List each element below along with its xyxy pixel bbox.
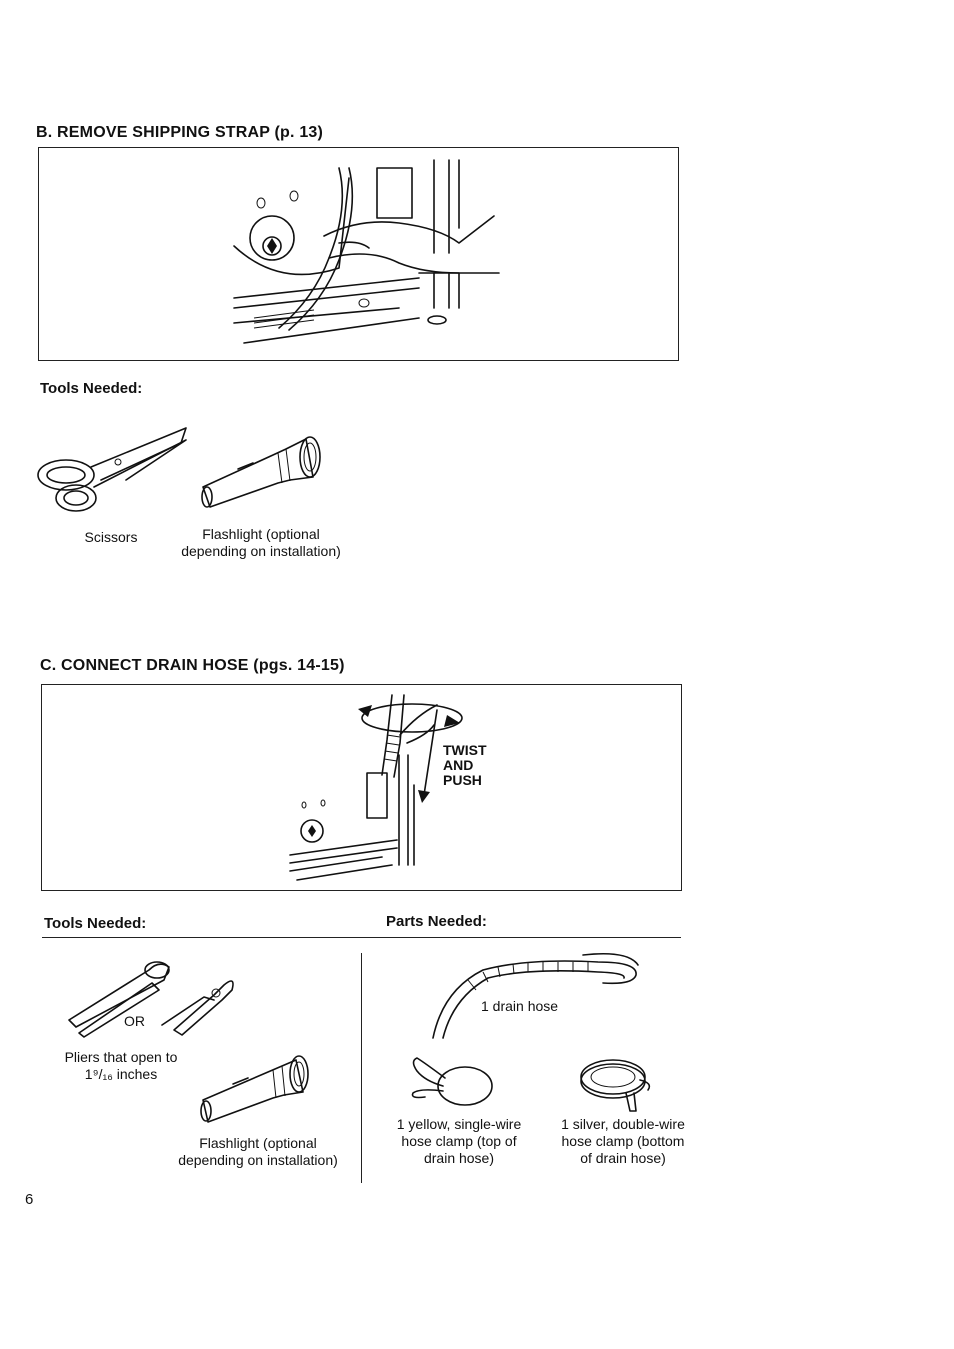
pliers-or-label: OR [124,1013,145,1029]
section-b-heading: B. REMOVE SHIPPING STRAP (p. 13) [36,124,324,141]
shipping-strap-illustration-frame [38,147,679,361]
double-wire-clamp-label: 1 silver, double-wire hose clamp (bottom of drain hose) [561,1116,685,1166]
section-c-tools-heading: Tools Needed: [44,915,147,932]
drain-hose-label: 1 drain hose [481,998,559,1014]
section-c-heading: C. CONNECT DRAIN HOSE (pgs. 14-15) [40,657,345,674]
single-wire-clamp-label: 1 yellow, single-wire hose clamp (top of drain hose) [396,1116,522,1166]
drain-hose-illustration-frame [41,684,682,891]
scissors-label: Scissors [84,529,138,545]
flashlight-icon-2 [198,1060,328,1135]
section-b-tools-heading: Tools Needed: [40,380,143,397]
drain-hose-illustration [42,685,681,890]
section-c-parts-heading: Parts Needed: [386,913,487,930]
pliers-label: Pliers that open to 1⁹/₁₆ inches [64,1049,178,1082]
twist-and-push-label: TWIST AND PUSH [443,742,487,788]
page-number: 6 [25,1191,34,1208]
single-wire-clamp-icon [405,1053,495,1108]
scissors-icon [36,425,196,520]
flashlight-label-2: Flashlight (optional depending on installation) [178,1135,338,1168]
double-wire-clamp-icon [578,1055,658,1115]
shipping-strap-illustration [39,148,678,360]
flashlight-icon-1 [198,435,328,510]
column-divider [361,953,362,1183]
twist-arrow-icon [358,705,372,717]
push-arrow-icon [418,790,430,803]
pliers-icon [64,955,239,1045]
flashlight-label-1: Flashlight (optional depending on installation) [181,526,341,559]
section-divider [42,937,681,938]
